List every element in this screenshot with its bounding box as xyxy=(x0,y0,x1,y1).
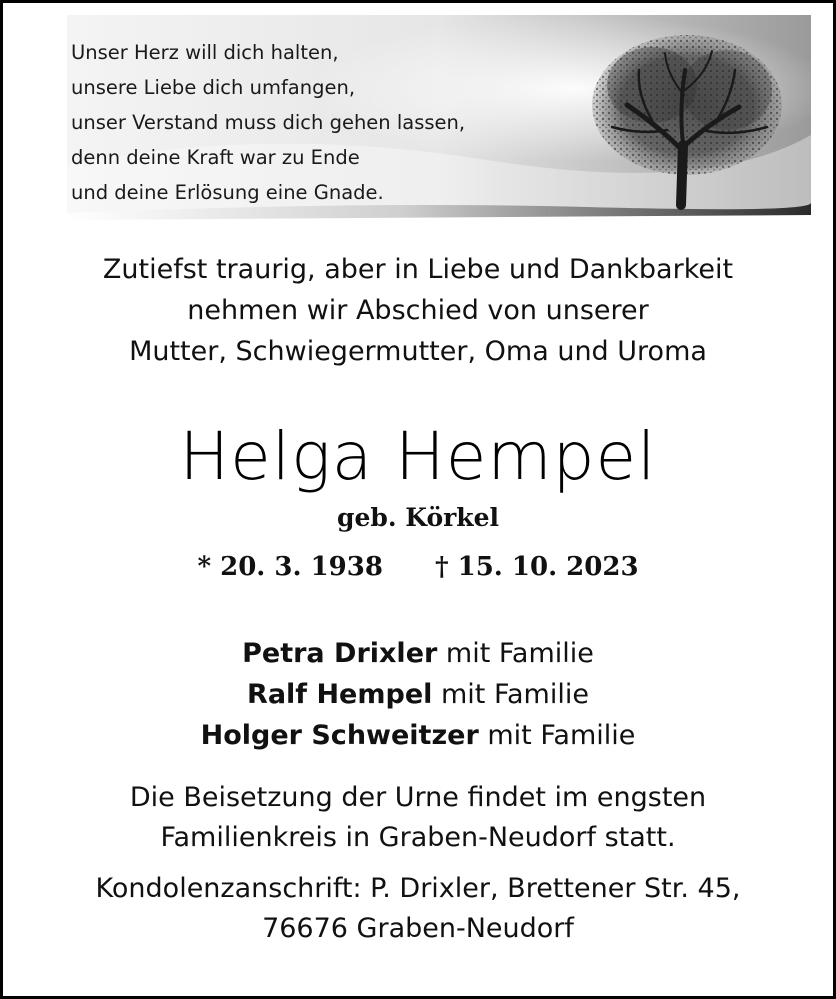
intro-text xyxy=(3,249,833,372)
mourner-name: Petra Drixler xyxy=(242,638,438,669)
condolence-address xyxy=(3,869,833,949)
intro-line: Zutiefst traurig, aber in Liebe und Dankbarkeit xyxy=(102,254,734,285)
mourner-name: Holger Schweitzer xyxy=(200,720,479,751)
mourner-name: Ralf Hempel xyxy=(247,679,433,710)
mourner-suffix: mit Familie xyxy=(432,679,589,710)
poem-line: und deine Erlösung eine Gnade. xyxy=(71,181,384,204)
poem xyxy=(71,35,465,210)
address-line: Kondolenzanschrift: P. Drixler, Brettener Str. 45, xyxy=(95,873,741,904)
poem-line: unser Verstand muss dich gehen lassen, xyxy=(71,111,466,134)
header-banner xyxy=(67,15,811,225)
intro-line: Mutter, Schwiegermutter, Oma und Uroma xyxy=(129,336,707,367)
address-line: 76676 Graben-Neudorf xyxy=(262,913,574,944)
mourner xyxy=(3,674,833,715)
burial-line: Familienkreis in Graben-Neudorf statt. xyxy=(160,822,676,853)
maiden-name: geb. Körkel xyxy=(336,503,500,532)
life-dates xyxy=(3,549,833,585)
mourner xyxy=(3,633,833,674)
death-date: † 15. 10. 2023 xyxy=(434,552,639,582)
mourner xyxy=(3,715,833,756)
burial-line: Die Beisetzung der Urne findet im engsten xyxy=(129,782,707,813)
birth-date: * 20. 3. 1938 xyxy=(197,552,383,582)
mourners-list xyxy=(3,633,833,756)
mourner-suffix: mit Familie xyxy=(437,638,594,669)
poem-line: Unser Herz will dich halten, xyxy=(71,41,339,64)
intro-line: nehmen wir Abschied von unserer xyxy=(187,295,649,326)
burial-notice xyxy=(3,778,833,858)
mourner-suffix: mit Familie xyxy=(478,720,636,751)
poem-line: denn deine Kraft war zu Ende xyxy=(71,146,360,169)
poem-line: unsere Liebe dich umfangen, xyxy=(71,76,356,99)
deceased-name: Helga Hempel xyxy=(179,418,657,495)
